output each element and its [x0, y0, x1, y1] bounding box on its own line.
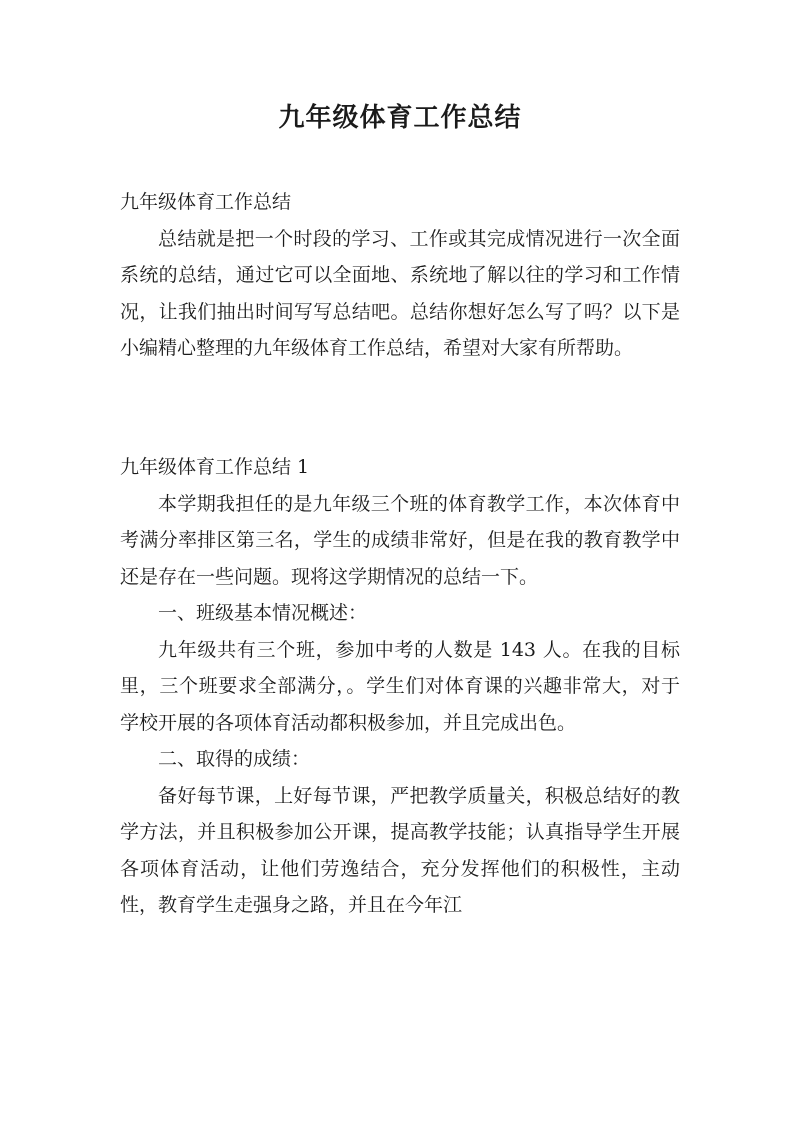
subheading-achievements: 二、取得的成绩：: [158, 748, 311, 770]
intro-section: [120, 184, 680, 367]
section1-heading: 九年级体育工作总结 1: [120, 456, 310, 478]
section-1: [120, 449, 680, 924]
section1-paragraph: 本学期我担任的是九年级三个班的体育教学工作，本次体育中考满分率排区第三名，学生的成绩非常好，但是在我的教育教学中还是存在一些问题。现将这学期情况的总结一下。: [120, 492, 680, 588]
document-title: 九年级体育工作总结: [278, 103, 522, 133]
intro-paragraph: 总结就是把一个时段的学习、工作或其完成情况进行一次全面系统的总结，通过它可以全面地、系统地了解以往的学习和工作情况，让我们抽出时间写写总结吧。总结你想好怎么写了吗？以下是小编精心整理的九年级体育工作总结，希望对大家有所帮助。: [120, 227, 680, 359]
intro-heading: 九年级体育工作总结: [120, 191, 292, 213]
paragraph-class-overview: 九年级共有三个班，参加中考的人数是 143 人。在我的目标里，三个班要求全部满分，。学生们对体育课的兴趣非常大，对于学校开展的各项体育活动都积极参加，并且完成出色。: [120, 638, 680, 734]
subheading-basic-situation: 一、班级基本情况概述：: [158, 602, 368, 624]
paragraph-achievements: 备好每节课，上好每节课，严把教学质量关，积极总结好的教学方法，并且积极参加公开课，提高教学技能；认真指导学生开展各项体育活动，让他们劳逸结合，充分发挥他们的积极性，主动性，教育学生走强身之路，并且在今年江: [120, 784, 680, 916]
